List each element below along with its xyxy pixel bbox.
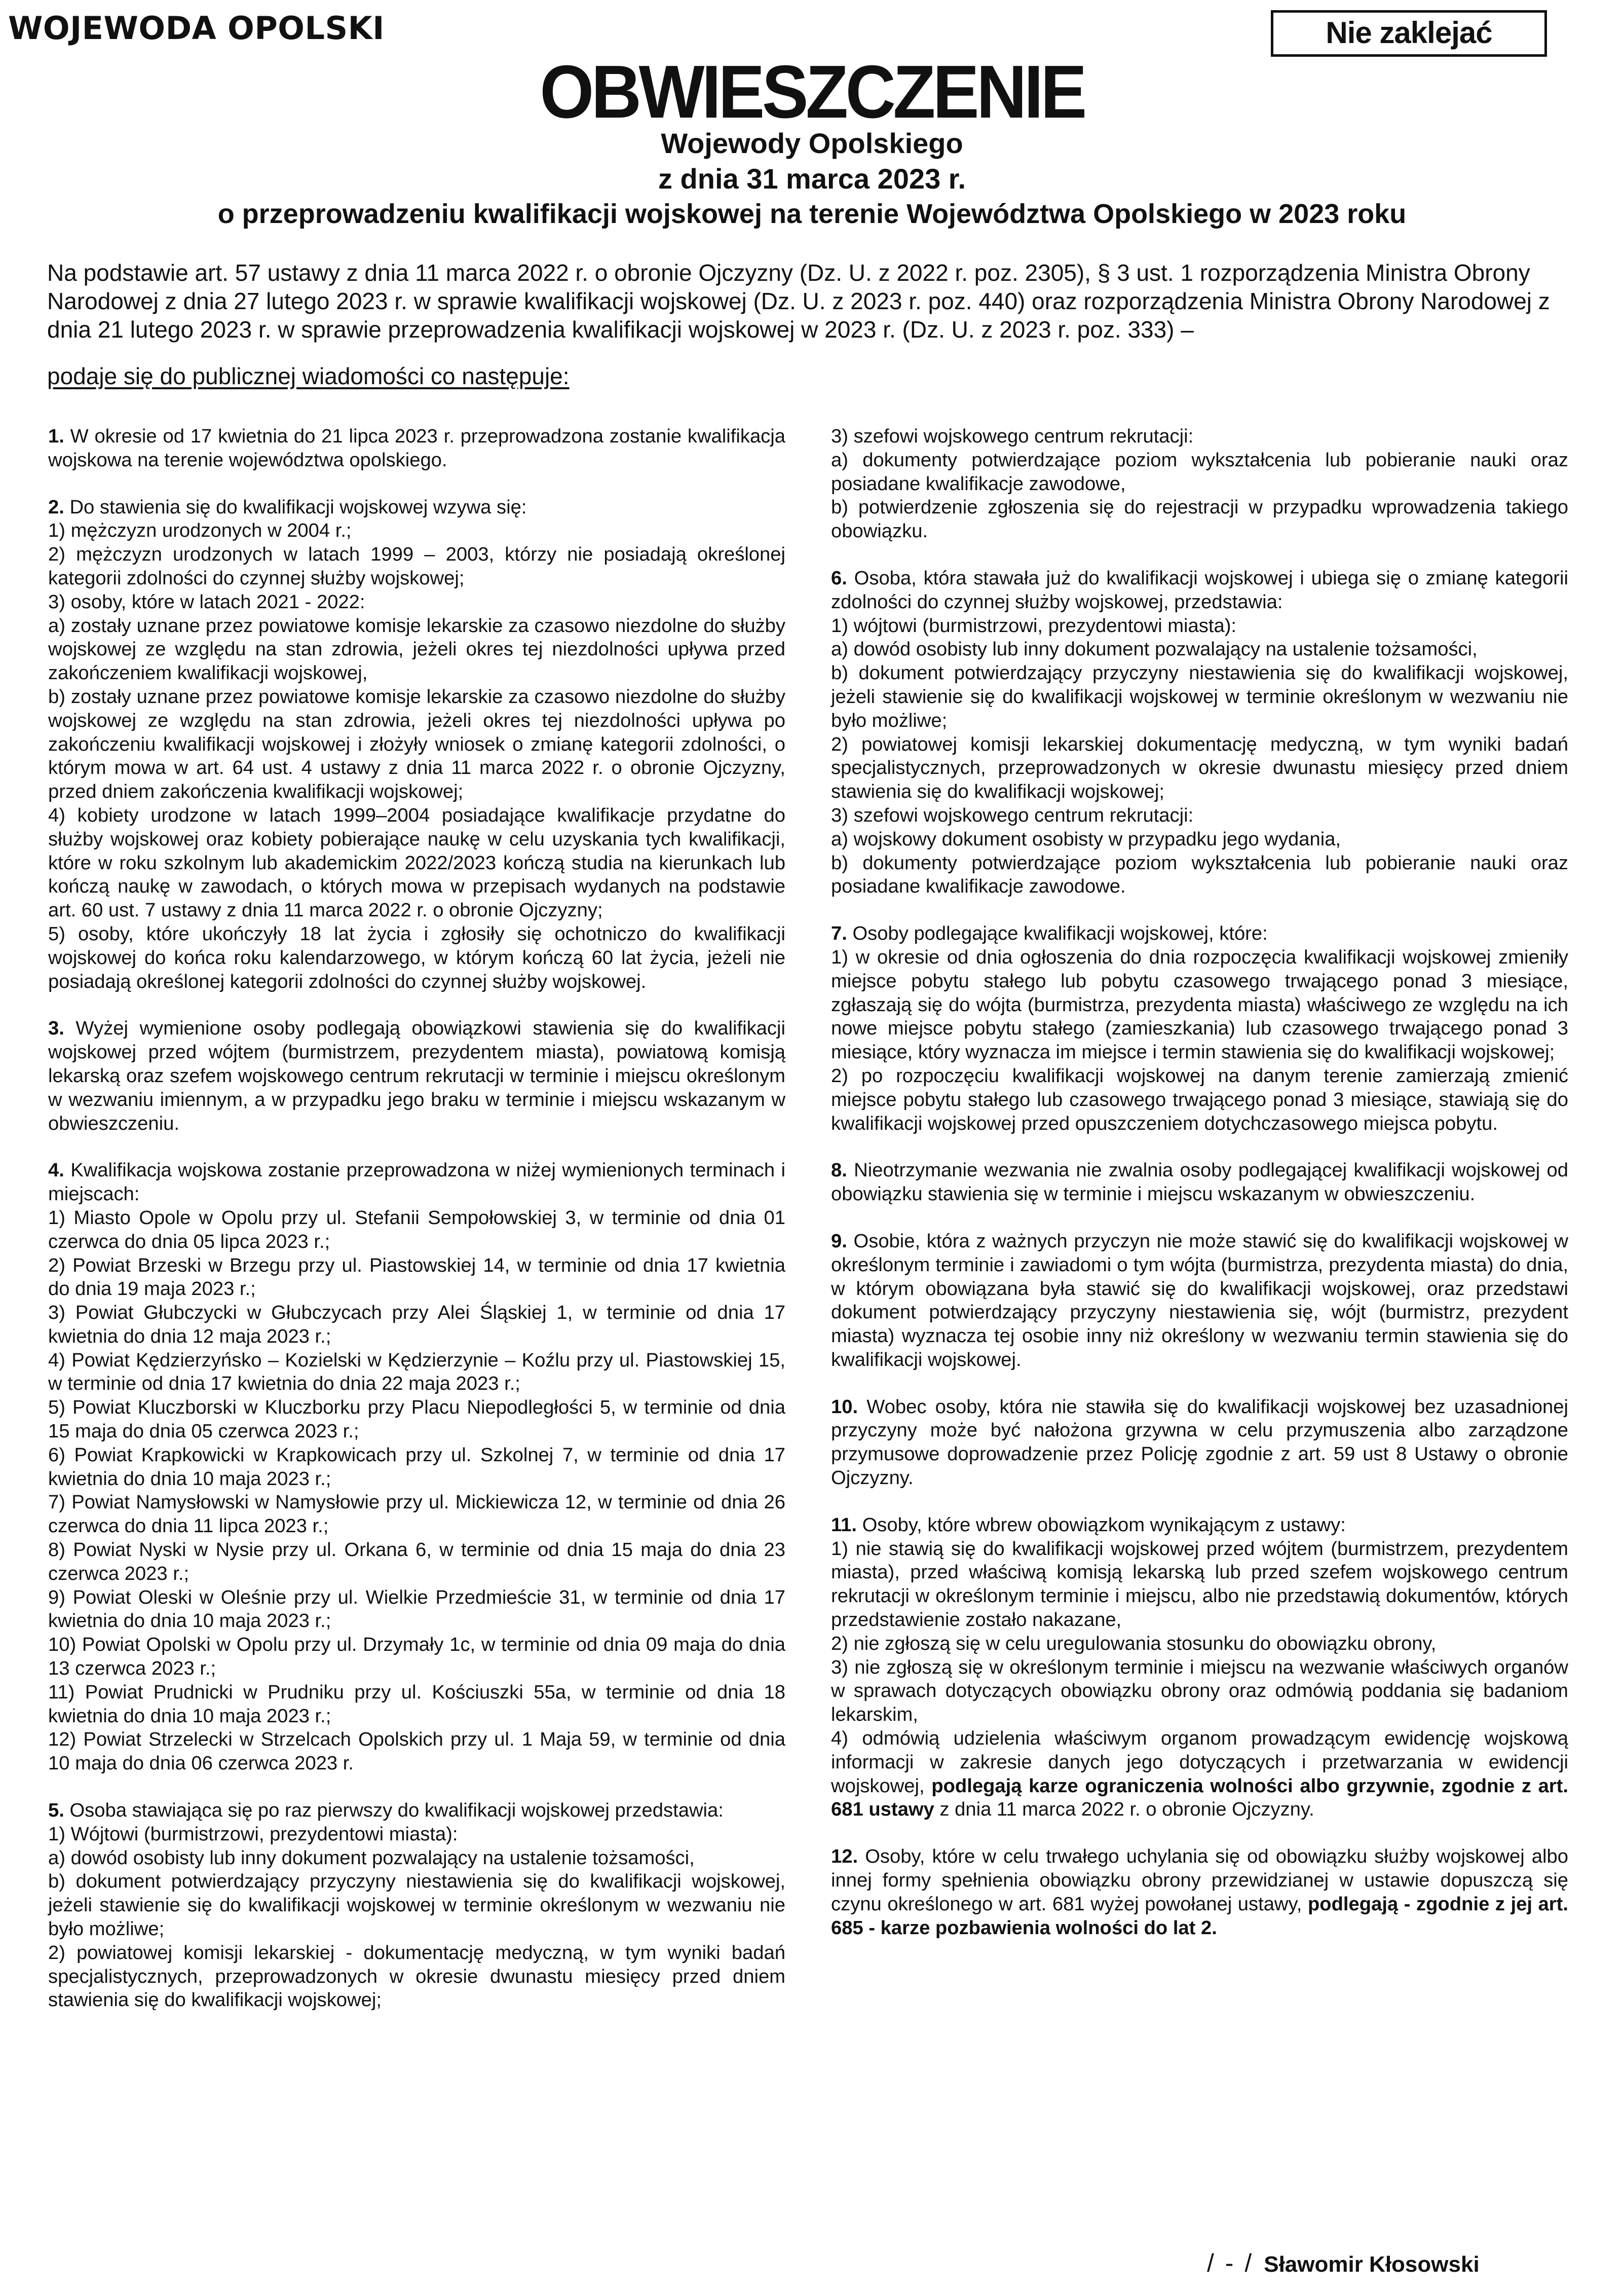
signature (1207, 2248, 1480, 2278)
section-11 (831, 1513, 1568, 1537)
list-item: 3) nie zgłoszą się w określonym terminie i miejscu na wezwanie właściwych organów w sprawach dotyczących obowiązku obrony oraz odmówią poddania się badaniom lekarskim, (831, 1656, 1568, 1726)
list-item: b) zostały uznane przez powiatowe komisje lekarskie za czasowo niezdolne do służby wojskowej ze względu na stan zdrowia, jeżeli okres tej niezdolności upływa po zakończeniu kwalifikacji wojskowej i złożyły wniosek o zmianę kategorii zdolności, o którym mowa w art. 64 ust. 4 ustawy z dnia 11 marca 2022 r. o obronie Ojczyzny, przed dniem zakończenia kwalifikacji wojskowej; (48, 685, 785, 803)
list-item: 1) w okresie od dnia ogłoszenia do dnia rozpoczęcia kwalifikacji wojskowej zmieniły miejsce pobytu stałego lub pobytu czasowego trwającego ponad 3 miesiące, zgłaszają się do wójta (burmistrza, prezydenta miasta) właściwego ze względu na ich nowe miejsce pobytu stałego (zamieszkania) lub czasowego trwającego ponad 3 miesiące, który wyznacza im miejsce i termin stawienia się do kwalifikacji wojskowej; (831, 946, 1568, 1063)
section-intro: Osoby, które wbrew obowiązkom wynikającym z ustawy: (856, 1513, 1346, 1536)
section-number: 11. (831, 1513, 857, 1536)
list-item: a) dowód osobisty lub inny dokument pozwalający na ustalenie tożsamości, (831, 638, 1478, 660)
section-2 (48, 496, 785, 520)
location-item: 2) Powiat Brzeski w Brzegu przy ul. Piastowskiej 14, w terminie od dnia 17 kwietnia do dnia 19 maja 2023 r.; (48, 1254, 785, 1300)
list-item: 1) mężczyzn urodzonych w 2004 r.; (48, 520, 352, 542)
right-column (831, 425, 1568, 1940)
list-item: 2) mężczyzn urodzonych w latach 1999 – 2003, którzy nie posiadają określonej kategorii zdolności do czynnej służby wojskowej; (48, 543, 785, 589)
document-title: OBWIESZCZENIE (540, 50, 1084, 134)
section-8 (831, 1159, 1568, 1206)
list-item: a) zostały uznane przez powiatowe komisje lekarskie za czasowo niezdolne do służby wojskowej ze względu na stan zdrowia, jeżeli okres tej niezdolności upływa przed zakończeniem kwalifikacji wojskowej, (48, 614, 785, 684)
location-item: 1) Miasto Opole w Opolu przy ul. Stefanii Sempołowskiej 3, w terminie od dnia 01 czerwca do dnia 05 lipca 2023 r.; (48, 1206, 785, 1252)
do-not-seal-stamp: Nie zaklejać (1271, 10, 1547, 57)
list-item: a) dokumenty potwierdzające poziom wykształcenia lub pobieranie nauki oraz posiadane kwalifikacje zawodowe, (831, 449, 1568, 495)
list-item: 1) nie stawią się do kwalifikacji wojskowej przed wójtem (burmistrzem, prezydentem miasta), przed właściwą komisją lekarską lub przed szefem wojskowego centrum rekrutacji w określonym terminie i miejscu, albo nie przedstawią dokumentów, których przedstawienie zostało nakazane, (831, 1537, 1568, 1631)
location-item: 11) Powiat Prudnicki w Prudniku przy ul. Kościuszki 55a, w terminie od dnia 18 kwietnia do dnia 10 maja 2023 r.; (48, 1681, 785, 1727)
section-intro: Kwalifikacja wojskowa zostanie przeprowadzona w niżej wymienionych terminach i miejscach: (48, 1159, 785, 1205)
section-7 (831, 922, 1568, 946)
list-item: a) dowód osobisty lub inny dokument pozwalający na ustalenie tożsamości, (48, 1846, 695, 1869)
section-10 (831, 1395, 1568, 1490)
list-item: b) potwierdzenie zgłoszenia się do rejestracji w przypadku wprowadzenia takiego obowiązku. (831, 496, 1568, 542)
location-item: 4) Powiat Kędzierzyńsko – Kozielski w Kędzierzynie – Koźlu przy ul. Piastowskiej 15, w terminie od dnia 17 kwietnia do dnia 22 maja 2023 r.; (48, 1349, 785, 1395)
list-item: 2) powiatowej komisji lekarskiej dokumentację medyczną, w tym wyniki badań specjalistycznych, przeprowadzonych w okresie dwunastu miesięcy przed dniem stawienia się do kwalifikacji wojskowej; (831, 733, 1568, 803)
section-text: Wyżej wymienione osoby podlegają obowiązkowi stawienia się do kwalifikacji wojskowej przed wójtem (burmistrzem, prezydentem miasta), powiatową komisją lekarską oraz szefem wojskowego centrum rekrutacji w terminie i miejscu określonym w wezwaniu imiennym, a w przypadku jego braku w terminie i miejscu wskazanym w obwieszczeniu. (48, 1017, 785, 1134)
signatory-name: Sławomir Kłosowski (1264, 2252, 1480, 2277)
list-item: b) dokument potwierdzający przyczyny niestawienia się do kwalifikacji wojskowej, jeżeli stawienie się do kwalifikacji wojskowej w terminie określonym w wezwaniu nie było możliwe; (831, 662, 1568, 731)
subject-line: o przeprowadzeniu kwalifikacji wojskowej na terenie Województwa Opolskiego w 2023 roku (217, 199, 1407, 229)
item-text: 4) odmówią udzielenia właściwym organom prowadzącym ewidencję wojskową informacji w zakresie danych jego dotyczących i przetwarzania w ewidencji wojskowej, (831, 1727, 1568, 1797)
section-number: 8. (831, 1159, 847, 1181)
issuer-line: Wojewody Opolskiego (661, 127, 963, 159)
location-item: 3) Powiat Głubczycki w Głubczycach przy Alei Śląskiej 1, w terminie od dnia 17 kwietnia do dnia 12 maja 2023 r.; (48, 1302, 785, 1347)
legal-basis-paragraph: Na podstawie art. 57 ustawy z dnia 11 marca 2022 r. o obronie Ojczyzny (Dz. U. z 2022 r. poz. 2305), § 3 ust. 1 rozporządzenia Ministra Obrony Narodowej z dnia 27 lutego 2023 r. w sprawie kwalifikacji wojskowej (Dz. U. z 2023 r. poz. 440) oraz rozporządzenia Ministra Obrony Narodowej z dnia 21 lutego 2023 r. w sprawie przeprowadzenia kwalifikacji wojskowej w 2023 r. (Dz. U. z 2023 r. poz. 333) – (47, 260, 1550, 343)
section-intro: Osoba, która stawała już do kwalifikacji wojskowej i ubiega się o zmianę kategorii zdolności do czynnej służby wojskowej, przedstawia: (831, 567, 1568, 613)
section-text: Osobie, która z ważnych przyczyn nie może stawić się do kwalifikacji wojskowej w określonym terminie i zawiadomi o tym wójta (burmistrza, prezydenta miasta) do dnia, w którym obowiązana była stawić się do kwalifikacji wojskowej, oraz przedstawi dokument potwierdzający przyczyny niestawienia się, wójt (burmistrz, prezydent miasta) wyznacza tej osobie inny niż określony w wezwaniu termin stawienia się do kwalifikacji wojskowej. (831, 1230, 1568, 1371)
section-1 (48, 425, 785, 472)
section-3 (48, 1017, 785, 1135)
item-text: z dnia 11 marca 2022 r. o obronie Ojczyzny. (934, 1798, 1314, 1821)
location-item: 6) Powiat Krapkowicki w Krapkowicach przy ul. Szkolnej 7, w terminie od dnia 17 kwietnia do dnia 10 maja 2023 r.; (48, 1444, 785, 1490)
section-number: 6. (831, 567, 847, 589)
list-item: 2) powiatowej komisji lekarskiej - dokumentację medyczną, w tym wyniki badań specjalistycznych, przeprowadzonych w okresie dwunastu miesięcy przed dniem stawienia się do kwalifikacji wojskowej; (48, 1941, 785, 2011)
list-item: b) dokument potwierdzający przyczyny niestawienia się do kwalifikacji wojskowej, jeżeli stawienie się do kwalifikacji wojskowej w terminie określonym w wezwaniu nie było możliwe; (48, 1870, 785, 1940)
section-text: W okresie od 17 kwietnia do 21 lipca 2023 r. przeprowadzona zostanie kwalifikacja wojskowa na terenie województwa opolskiego. (48, 425, 785, 471)
list-item: 3) szefowi wojskowego centrum rekrutacji: (831, 804, 1194, 826)
section-12 (831, 1845, 1568, 1940)
section-number: 9. (831, 1230, 847, 1252)
list-item (831, 1727, 1568, 1822)
section-number: 10. (831, 1395, 858, 1418)
section-number: 12. (831, 1845, 858, 1868)
penalty-text: podlegają karze ograniczenia wolności albo grzywnie, zgodnie z art. 681 ustawy (831, 1775, 1568, 1821)
signature-marks: / - / (1207, 2249, 1254, 2277)
announcement-lead: podaje się do publicznej wiadomości co następuje: (47, 363, 570, 389)
left-column (48, 425, 785, 2012)
section-text: Osoby, które w celu trwałego uchylania się od obowiązku służby wojskowej albo innej formy spełnienia obowiązku obrony przewidzianej w ustawie dopuszczą się czynu określonego w art. 681 wyżej powołanej ustawy, (831, 1845, 1568, 1915)
section-number: 7. (831, 922, 847, 945)
section-number: 3. (48, 1017, 64, 1040)
section-text: Wobec osoby, która nie stawiła się do kwalifikacji wojskowej bez uzasadnionej przyczyny może być nałożona grzywna w celu przymuszenia albo zarządzone przymusowe doprowadzenie przez Policję zgodnie z art. 59 ust 8 Ustawy o obronie Ojczyzny. (831, 1395, 1568, 1489)
list-item: 4) kobiety urodzone w latach 1999–2004 posiadające kwalifikacje przydatne do służby wojskowej oraz kobiety pobierające naukę w celu uzyskania tych kwalifikacji, które w roku szkolnym lub akademickim 2022/2023 kończą studia na kierunkach lub kończą naukę w zawodach, o których mowa w przepisach wydanych na podstawie art. 60 ust. 7 ustawy z dnia 11 marca 2022 r. o obronie Ojczyzny; (48, 804, 785, 921)
list-item: 3) szefowi wojskowego centrum rekrutacji: (831, 425, 1194, 447)
section-5 (48, 1799, 785, 1823)
section-text: Nieotrzymanie wezwania nie zwalnia osoby podlegającej kwalifikacji wojskowej od obowiązku stawienia się w terminie i miejscu wskazanym w obwieszczeniu. (831, 1159, 1568, 1205)
list-item: 5) osoby, które ukończyły 18 lat życia i zgłosiły się ochotniczo do kwalifikacji wojskowej do końca roku kalendarzowego, w którym kończą 60 lat życia, jeżeli nie posiadają określonej kategorii zdolności do czynnej służby wojskowej. (48, 922, 785, 992)
section-9 (831, 1230, 1568, 1372)
location-item: 8) Powiat Nyski w Nysie przy ul. Orkana 6, w terminie od dnia 15 maja do dnia 23 czerwca 2023 r.; (48, 1539, 785, 1584)
list-item: a) wojskowy dokument osobisty w przypadku jego wydania, (831, 828, 1341, 850)
location-item: 12) Powiat Strzelecki w Strzelcach Opolskich przy ul. 1 Maja 59, w terminie od dnia 10 maja do dnia 06 czerwca 2023 r. (48, 1728, 785, 1775)
location-item: 9) Powiat Oleski w Oleśnie przy ul. Wielkie Przedmieście 31, w terminie od dnia 17 kwietnia do dnia 10 maja 2023 r.; (48, 1586, 785, 1632)
location-item: 5) Powiat Kluczborski w Kluczborku przy Placu Niepodległości 5, w terminie od dnia 15 maja do dnia 05 czerwca 2023 r.; (48, 1396, 785, 1443)
section-number: 1. (48, 425, 64, 447)
penalty-text: podlegają - zgodnie z jej art. 685 - karze pozbawienia wolności do lat 2. (831, 1893, 1568, 1939)
section-6 (831, 567, 1568, 614)
section-intro: Osoba stawiająca się po raz pierwszy do kwalifikacji wojskowej przedstawia: (64, 1799, 724, 1822)
list-item: 2) po rozpoczęciu kwalifikacji wojskowej na danym terenie zamierzają zmienić miejsce pobytu stałego lub czasowego trwającego ponad 3 miesiące, stawiają się do kwalifikacji wojskowej przed opuszczeniem dotychczasowego miejsca pobytu. (831, 1064, 1568, 1134)
list-item: 3) osoby, które w latach 2021 - 2022: (48, 590, 365, 613)
date-line: z dnia 31 marca 2023 r. (658, 163, 966, 195)
section-4 (48, 1159, 785, 1206)
section-intro: Do stawienia się do kwalifikacji wojskowej wzywa się: (64, 496, 527, 518)
authority-name: WOJEWODA OPOLSKI (8, 10, 385, 47)
list-item: 1) Wójtowi (burmistrzowi, prezydentowi miasta): (48, 1823, 458, 1845)
location-item: 10) Powiat Opolski w Opolu przy ul. Drzymały 1c, w terminie od dnia 09 maja do dnia 13 czerwca 2023 r.; (48, 1634, 785, 1680)
list-item: b) dokumenty potwierdzające poziom wykształcenia lub pobieranie nauki oraz posiadane kwalifikacje zawodowe. (831, 852, 1568, 898)
section-number: 2. (48, 496, 64, 518)
list-item: 1) wójtowi (burmistrzowi, prezydentowi miasta): (831, 614, 1237, 637)
section-intro: Osoby podlegające kwalifikacji wojskowej, które: (847, 922, 1268, 945)
section-number: 5. (48, 1799, 64, 1822)
section-number: 4. (48, 1159, 64, 1181)
list-item: 2) nie zgłoszą się w celu uregulowania stosunku do obowiązku obrony, (831, 1632, 1437, 1654)
location-item: 7) Powiat Namysłowski w Namysłowie przy ul. Mickiewicza 12, w terminie od dnia 26 czerwca do dnia 11 lipca 2023 r.; (48, 1491, 785, 1537)
